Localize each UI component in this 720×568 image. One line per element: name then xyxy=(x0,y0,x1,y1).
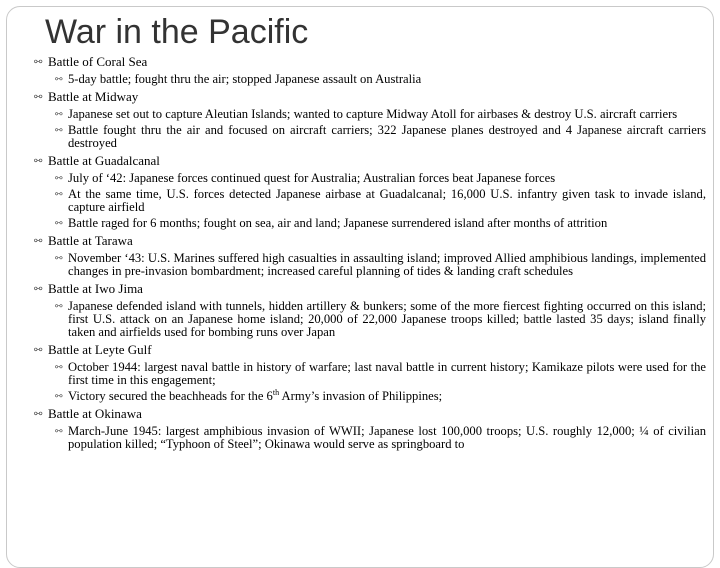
bullet-icon: ⚯ xyxy=(55,427,63,437)
bullet-icon: ⚯ xyxy=(55,126,63,136)
battle-point: ⚯ At the same time, U.S. forces detected Japanese airbase at Guadalcanal; 16,000 U.S. infantry given task to invade island, capture airfield xyxy=(55,187,706,214)
bullet-icon: ⚯ xyxy=(55,110,63,120)
battle-heading: ⚯ Battle at Tarawa xyxy=(34,233,133,248)
battle-point: ⚯ Japanese set out to capture Aleutian Islands; wanted to capture Midway Atoll for airbases & destroy U.S. aircraft carriers xyxy=(55,107,678,121)
bullet-icon: ⚯ xyxy=(55,392,63,402)
battle-point: ⚯ March-June 1945: largest amphibious invasion of WWII; Japanese lost 100,000 troops; U.S. roughly 12,000; ¼ of civilian population killed; “Typhoon of Steel”; Okinawa would serve as springboard to xyxy=(55,424,706,451)
bullet-icon: ⚯ xyxy=(55,174,63,184)
bullet-icon: ⚯ xyxy=(34,409,43,420)
bullet-icon: ⚯ xyxy=(55,363,63,373)
bullet-icon: ⚯ xyxy=(34,284,43,295)
slide-content xyxy=(0,54,720,454)
bullet-icon: ⚯ xyxy=(34,92,43,103)
battle-point: ⚯ Battle raged for 6 months; fought on sea, air and land; Japanese surrendered island after months of attrition xyxy=(55,216,608,230)
battle-point: ⚯ Battle fought thru the air and focused on aircraft carriers; 322 Japanese planes destroyed and 4 Japanese aircraft carriers destroyed xyxy=(55,123,706,150)
battle-heading: ⚯ Battle at Leyte Gulf xyxy=(34,342,152,357)
bullet-icon: ⚯ xyxy=(55,302,63,312)
battle-point: ⚯ October 1944: largest naval battle in history of warfare; last naval battle in current history; Kamikaze pilots were used for the first time in this engagement; xyxy=(55,360,706,387)
battle-heading: ⚯ Battle at Guadalcanal xyxy=(34,153,160,168)
bullet-icon: ⚯ xyxy=(34,236,43,247)
battle-heading: ⚯ Battle at Okinawa xyxy=(34,406,142,421)
battle-point: ⚯ November ‘43: U.S. Marines suffered high casualties in assaulting island; improved Allied amphibious landings, implemented changes in pre-invasion bombardment; increased careful planning of tides & landing craft schedules xyxy=(55,251,706,278)
battle-point: ⚯ July of ‘42: Japanese forces continued quest for Australia; Australian forces beat Japanese forces xyxy=(55,171,556,185)
battle-heading: ⚯ Battle of Coral Sea xyxy=(34,54,148,69)
bullet-icon: ⚯ xyxy=(55,219,63,229)
bullet-icon: ⚯ xyxy=(34,345,43,356)
slide-title: War in the Pacific xyxy=(45,13,309,51)
bullet-icon: ⚯ xyxy=(55,190,63,200)
battle-heading: ⚯ Battle at Iwo Jima xyxy=(34,281,143,296)
battle-point: ⚯ Japanese defended island with tunnels, hidden artillery & bunkers; some of the more fiercest fighting occurred on this island; first U.S. attack on an Japanese home island; 20,000 of 22,000 Japanese troops killed; battle lasted 35 days; island finally taken and airfields used for bombing runs over Japan xyxy=(55,299,706,339)
battle-heading: ⚯ Battle at Midway xyxy=(34,89,139,104)
bullet-icon: ⚯ xyxy=(55,254,63,264)
bullet-icon: ⚯ xyxy=(55,75,63,85)
battle-point: ⚯ Victory secured the beachheads for the 6th Army’s invasion of Philippines; xyxy=(55,387,443,403)
bullet-icon: ⚯ xyxy=(34,156,43,167)
battle-point: ⚯ 5-day battle; fought thru the air; stopped Japanese assault on Australia xyxy=(55,72,422,86)
bullet-icon: ⚯ xyxy=(34,57,43,68)
